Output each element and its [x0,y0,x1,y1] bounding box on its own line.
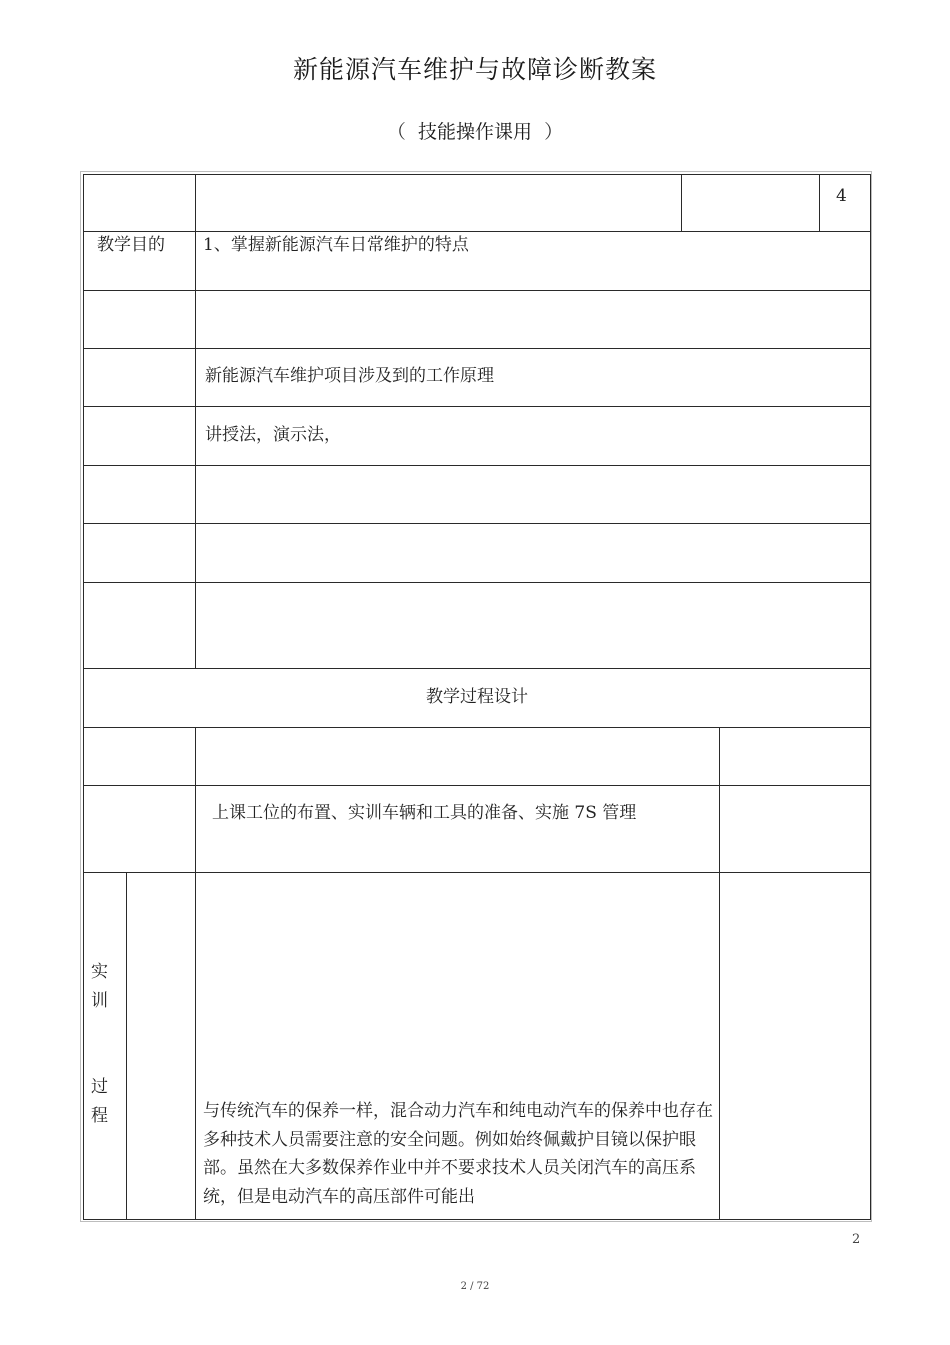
training-paragraph: 与传统汽车的保养一样，混合动力汽车和纯电动汽车的保养中也存在多种技术人员需要注意的安全问题。例如始终佩戴护目镜以保护眼部。虽然在大多数保养作业中并不要求技术人员关闭汽车的高压系统，但是电动汽车的高压部件可能出 [203,1101,713,1207]
method-cell: 讲授法，演示法， [205,425,341,445]
training-label-char: 程 [91,1106,108,1126]
page-corner-number: 2 [852,1232,861,1247]
process-design-header: 教学过程设计 [426,687,528,707]
row-divider [83,406,871,407]
row-divider [83,727,871,728]
row-divider [83,231,871,232]
row-divider [83,348,871,349]
preparation-cell: 上课工位的布置、实训车辆和工具的准备、实施 7S 管理 [212,803,637,823]
right-paren: ） [544,121,564,143]
document-subtitle [0,117,950,144]
principle-cell: 新能源汽车维护项目涉及到的工作原理 [205,366,494,386]
header-cell-divider [819,174,820,231]
label-column-divider [195,174,196,668]
page-footer: 2 / 72 [460,1281,490,1292]
header-cell-divider [681,174,682,231]
row-divider [83,785,871,786]
training-label-char: 训 [91,991,108,1011]
hours-value: 4 [836,186,847,206]
document-title: 新能源汽车维护与故障诊断教案 [292,55,657,84]
goal-item-1: 1、掌握新能源汽车日常维护的特点 [203,235,469,255]
notes-column-divider [719,727,720,1220]
row-divider [83,465,871,466]
subtitle-text: 技能操作课用 [417,121,532,143]
sub-label-divider [126,872,127,1220]
row-divider [83,872,871,873]
table-bottom-border [83,1219,871,1220]
training-label-char: 过 [91,1077,108,1097]
goal-label: 教学目的 [97,235,165,255]
left-paren: （ [386,121,406,143]
row-divider [83,523,871,524]
training-label-char: 实 [91,962,108,982]
row-divider [83,582,871,583]
row-divider [83,290,871,291]
table-top-border [83,174,871,175]
label-column-divider [195,727,196,1220]
row-divider [83,668,871,669]
